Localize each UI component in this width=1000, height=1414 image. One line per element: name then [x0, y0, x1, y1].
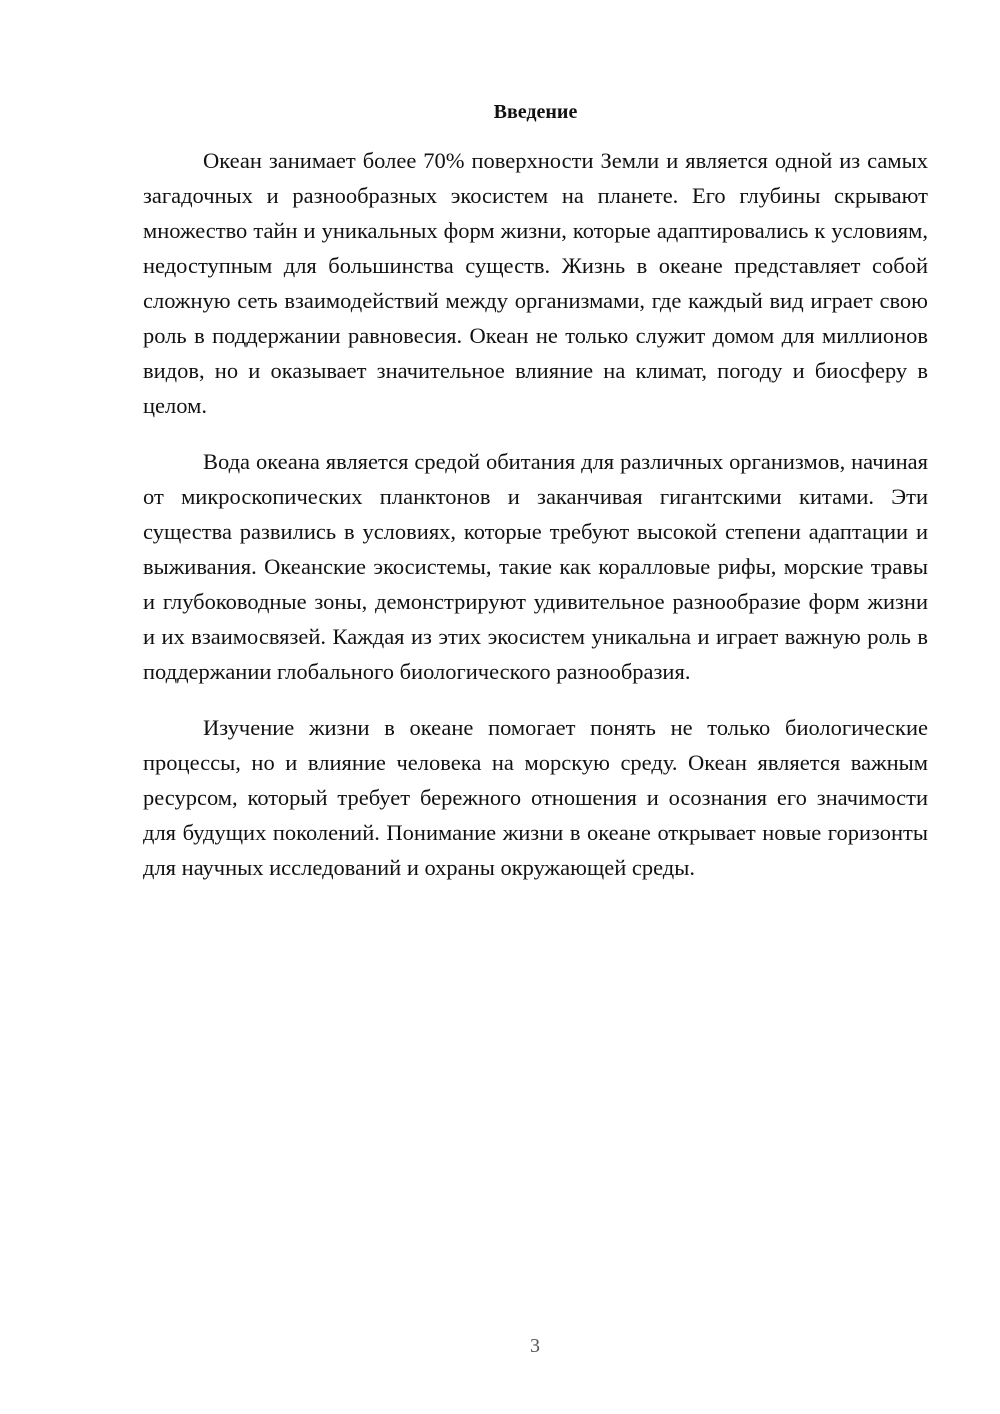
page-number: 3 — [530, 1335, 540, 1357]
paragraph-1: Океан занимает более 70% поверхности Земли и является одной из самых загадочных и разнообразных экосистем на планете. Его глубины скрывают множество тайн и уникальных форм жизни, которые адаптировались к условиям, недоступным для большинства существ. Жизнь в океане представляет собой сложную сеть взаимодействий между организмами, где каждый вид играет свою роль в поддержании равновесия. Океан не только служит домом для миллионов видов, но и оказывает значительное влияние на климат, погоду и биосферу в целом. — [143, 148, 928, 418]
section-heading: Введение — [493, 101, 578, 123]
paragraph-3: Изучение жизни в океане помогает понять не только биологические процессы, но и влияние человека на морскую среду. Океан является важным ресурсом, который требует бережного отношения и осознания его значимости для будущих поколений. Понимание жизни в океане открывает новые горизонты для научных исследований и охраны окружающей среды. — [143, 715, 928, 880]
body-text — [143, 143, 928, 906]
paragraph-2: Вода океана является средой обитания для различных организмов, начиная от микроскопических планктонов и заканчивая гигантскими китами. Эти существа развились в условиях, которые требуют высокой степени адаптации и выживания. Океанские экосистемы, такие как коралловые рифы, морские травы и глубоководные зоны, демонстрируют удивительное разнообразие форм жизни и их взаимосвязей. Каждая из этих экосистем уникальна и играет важную роль в поддержании глобального биологического разнообразия. — [143, 449, 928, 684]
